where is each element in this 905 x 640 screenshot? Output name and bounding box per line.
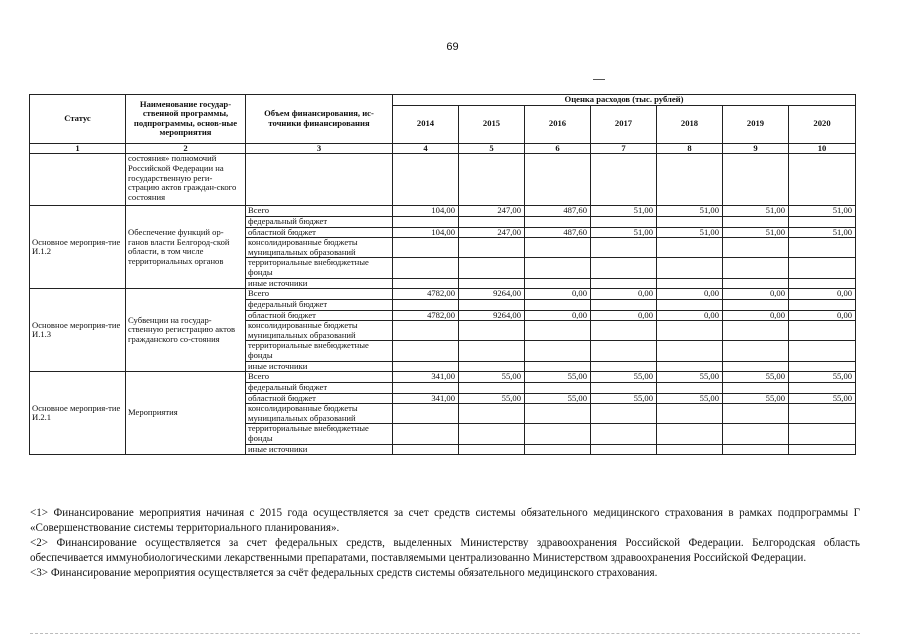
page-number: 69 [446, 41, 459, 53]
amount-cell [525, 258, 591, 278]
amount-cell [393, 361, 459, 372]
column-number: 8 [657, 143, 723, 154]
amount-cell [459, 444, 525, 455]
amount-cell: 104,00 [393, 206, 459, 217]
amount-cell: 341,00 [393, 372, 459, 383]
funding-source: иные источники [246, 444, 393, 455]
amount-cell [657, 382, 723, 393]
header-source: Объем финансирования, ис-точники финансирования [246, 95, 393, 144]
amount-cell [393, 278, 459, 289]
amount-cell [459, 341, 525, 361]
amount-cell [723, 238, 789, 258]
amount-cell: 104,00 [393, 227, 459, 238]
amount-cell [789, 216, 856, 227]
funding-source: консолидированные бюджеты муниципальных образований [246, 238, 393, 258]
amount-cell: 51,00 [789, 206, 856, 217]
amount-cell [789, 361, 856, 372]
amount-cell: 55,00 [723, 372, 789, 383]
amount-cell [723, 299, 789, 310]
table-row [30, 289, 856, 300]
funding-source: федеральный бюджет [246, 216, 393, 227]
amount-cell [525, 299, 591, 310]
amount-cell: 55,00 [525, 372, 591, 383]
amount-cell: 4782,00 [393, 289, 459, 300]
row-status: Основное мероприя-тие И.2.1 [30, 372, 126, 455]
footnote-2: <2> Финансирование осуществляется за счет федеральных средств, выделенных Министерству здравоохранения Российской Федерации. Белгородская область обеспечивается иммунобиологическими лекарственными препаратами, поставляемыми централизованно Министерством здравоохранения Российской Федерации. [30, 537, 860, 565]
amount-cell [525, 321, 591, 341]
funding-source: Всего [246, 372, 393, 383]
amount-cell [393, 238, 459, 258]
amount-cell [723, 382, 789, 393]
column-number: 10 [789, 143, 856, 154]
amount-cell [591, 321, 657, 341]
amount-cell [723, 361, 789, 372]
amount-cell: 0,00 [657, 310, 723, 321]
header-name: Наименование государ-ственной программы, подпрограммы, основ-ные мероприятия [126, 95, 246, 144]
amount-cell: 0,00 [591, 310, 657, 321]
amount-cell: 9264,00 [459, 289, 525, 300]
amount-cell [789, 238, 856, 258]
amount-cell: 55,00 [723, 393, 789, 404]
amount-cell [393, 341, 459, 361]
column-number: 5 [459, 143, 525, 154]
amount-cell [591, 258, 657, 278]
row-status: Основное мероприя-тие И.1.2 [30, 206, 126, 289]
amount-cell: 55,00 [657, 372, 723, 383]
amount-cell [591, 341, 657, 361]
bottom-rule [30, 633, 860, 634]
amount-cell [657, 321, 723, 341]
amount-cell [657, 278, 723, 289]
amount-cell [459, 404, 525, 424]
amount-cell: 55,00 [789, 393, 856, 404]
amount-cell: 55,00 [459, 372, 525, 383]
amount-cell [459, 216, 525, 227]
amount-cell [591, 238, 657, 258]
amount-cell: 0,00 [525, 289, 591, 300]
funding-source: иные источники [246, 361, 393, 372]
amount-cell: 0,00 [789, 289, 856, 300]
amount-cell: 4782,00 [393, 310, 459, 321]
scan-mark [593, 79, 605, 80]
amount-cell: 55,00 [591, 372, 657, 383]
funding-source: консолидированные бюджеты муниципальных образований [246, 321, 393, 341]
amount-cell [657, 424, 723, 444]
amount-cell: 0,00 [789, 310, 856, 321]
amount-cell [591, 404, 657, 424]
amount-cell [591, 216, 657, 227]
amount-cell [591, 299, 657, 310]
amount-cell: 55,00 [525, 393, 591, 404]
funding-source: областной бюджет [246, 393, 393, 404]
amount-cell [591, 278, 657, 289]
amount-cell [789, 424, 856, 444]
amount-cell: 55,00 [459, 393, 525, 404]
amount-cell [525, 216, 591, 227]
amount-cell [657, 216, 723, 227]
amount-cell [459, 278, 525, 289]
column-number: 4 [393, 143, 459, 154]
amount-cell [789, 341, 856, 361]
amount-cell [393, 424, 459, 444]
amount-cell [723, 424, 789, 444]
amount-cell [789, 299, 856, 310]
amount-cell: 341,00 [393, 393, 459, 404]
funding-source: территориальные внебюджетные фонды [246, 341, 393, 361]
amount-cell [459, 238, 525, 258]
amount-cell [591, 361, 657, 372]
continuation-row [30, 154, 856, 206]
amount-cell: 247,00 [459, 206, 525, 217]
row-status: Основное мероприя-тие И.1.3 [30, 289, 126, 372]
header-status: Статус [30, 95, 126, 144]
amount-cell [591, 424, 657, 444]
amount-cell [393, 404, 459, 424]
row-name: Обеспечение функций ор-ганов власти Белгород-ской области, в том числе территориальных органов [126, 206, 246, 289]
amount-cell [393, 258, 459, 278]
amount-cell [525, 278, 591, 289]
amount-cell [459, 382, 525, 393]
amount-cell [657, 361, 723, 372]
footnote-1: <1> Финансирование мероприятия начиная с 2015 года осуществляется за счет средств системы обязательного медицинского страхования в рамках подпрограммы Г «Совершенствование системы территориального планирования». [30, 507, 860, 535]
amount-cell [459, 299, 525, 310]
amount-cell: 0,00 [723, 310, 789, 321]
header-year-2018: 2018 [657, 105, 723, 143]
funding-source: консолидированные бюджеты муниципальных образований [246, 404, 393, 424]
amount-cell [723, 216, 789, 227]
amount-cell: 51,00 [591, 206, 657, 217]
amount-cell [723, 404, 789, 424]
column-number: 9 [723, 143, 789, 154]
footnotes [30, 506, 860, 581]
header-year-2014: 2014 [393, 105, 459, 143]
funding-source: Всего [246, 206, 393, 217]
amount-cell: 487,60 [525, 227, 591, 238]
amount-cell: 51,00 [723, 227, 789, 238]
funding-source: областной бюджет [246, 310, 393, 321]
continuation-text: состояния» полномочий Российской Федерации на государственную реги-страцию актов граждан-ского состояния [126, 154, 246, 206]
amount-cell [459, 258, 525, 278]
budget-table [29, 94, 856, 455]
amount-cell [459, 424, 525, 444]
row-name: Мероприятия [126, 372, 246, 455]
amount-cell [657, 238, 723, 258]
amount-cell: 51,00 [591, 227, 657, 238]
amount-cell: 51,00 [723, 206, 789, 217]
amount-cell [723, 258, 789, 278]
amount-cell [591, 444, 657, 455]
amount-cell: 55,00 [657, 393, 723, 404]
amount-cell: 247,00 [459, 227, 525, 238]
footnote-3: <3> Финансирование мероприятия осуществляется за счёт федеральных средств системы обязательного медицинского страхования. [30, 567, 658, 580]
funding-source: Всего [246, 289, 393, 300]
header-year-2015: 2015 [459, 105, 525, 143]
amount-cell [657, 444, 723, 455]
amount-cell [789, 321, 856, 341]
amount-cell [723, 321, 789, 341]
header-year-2017: 2017 [591, 105, 657, 143]
amount-cell [789, 258, 856, 278]
amount-cell [525, 404, 591, 424]
funding-source: федеральный бюджет [246, 299, 393, 310]
amount-cell [657, 404, 723, 424]
amount-cell [789, 404, 856, 424]
funding-source: территориальные внебюджетные фонды [246, 424, 393, 444]
column-number-row [30, 143, 856, 154]
column-number: 3 [246, 143, 393, 154]
amount-cell [657, 299, 723, 310]
header-estimate: Оценка расходов (тыс. рублей) [393, 95, 856, 106]
row-name: Субвенции на государ-ственную регистрацию актов гражданского со-стояния [126, 289, 246, 372]
funding-source: территориальные внебюджетные фонды [246, 258, 393, 278]
table-row [30, 372, 856, 383]
amount-cell: 0,00 [723, 289, 789, 300]
column-number: 7 [591, 143, 657, 154]
column-number: 6 [525, 143, 591, 154]
amount-cell: 51,00 [789, 227, 856, 238]
header-year-2019: 2019 [723, 105, 789, 143]
amount-cell [789, 278, 856, 289]
amount-cell [393, 321, 459, 341]
amount-cell [525, 361, 591, 372]
amount-cell: 0,00 [657, 289, 723, 300]
amount-cell: 55,00 [591, 393, 657, 404]
amount-cell: 51,00 [657, 227, 723, 238]
amount-cell [459, 361, 525, 372]
amount-cell [657, 258, 723, 278]
amount-cell [525, 382, 591, 393]
amount-cell [789, 444, 856, 455]
funding-source: федеральный бюджет [246, 382, 393, 393]
amount-cell: 0,00 [525, 310, 591, 321]
column-number: 1 [30, 143, 126, 154]
amount-cell [789, 382, 856, 393]
table-row [30, 206, 856, 217]
amount-cell: 9264,00 [459, 310, 525, 321]
amount-cell [525, 444, 591, 455]
amount-cell: 51,00 [657, 206, 723, 217]
amount-cell [591, 382, 657, 393]
column-number: 2 [126, 143, 246, 154]
amount-cell: 487,60 [525, 206, 591, 217]
amount-cell [393, 382, 459, 393]
funding-source: иные источники [246, 278, 393, 289]
amount-cell [393, 299, 459, 310]
amount-cell [393, 444, 459, 455]
amount-cell [393, 216, 459, 227]
amount-cell [525, 238, 591, 258]
amount-cell: 55,00 [789, 372, 856, 383]
amount-cell [525, 424, 591, 444]
amount-cell [459, 321, 525, 341]
amount-cell [723, 278, 789, 289]
amount-cell: 0,00 [591, 289, 657, 300]
amount-cell [723, 341, 789, 361]
amount-cell [723, 444, 789, 455]
header-year-2016: 2016 [525, 105, 591, 143]
amount-cell [657, 341, 723, 361]
funding-source: областной бюджет [246, 227, 393, 238]
header-year-2020: 2020 [789, 105, 856, 143]
amount-cell [525, 341, 591, 361]
